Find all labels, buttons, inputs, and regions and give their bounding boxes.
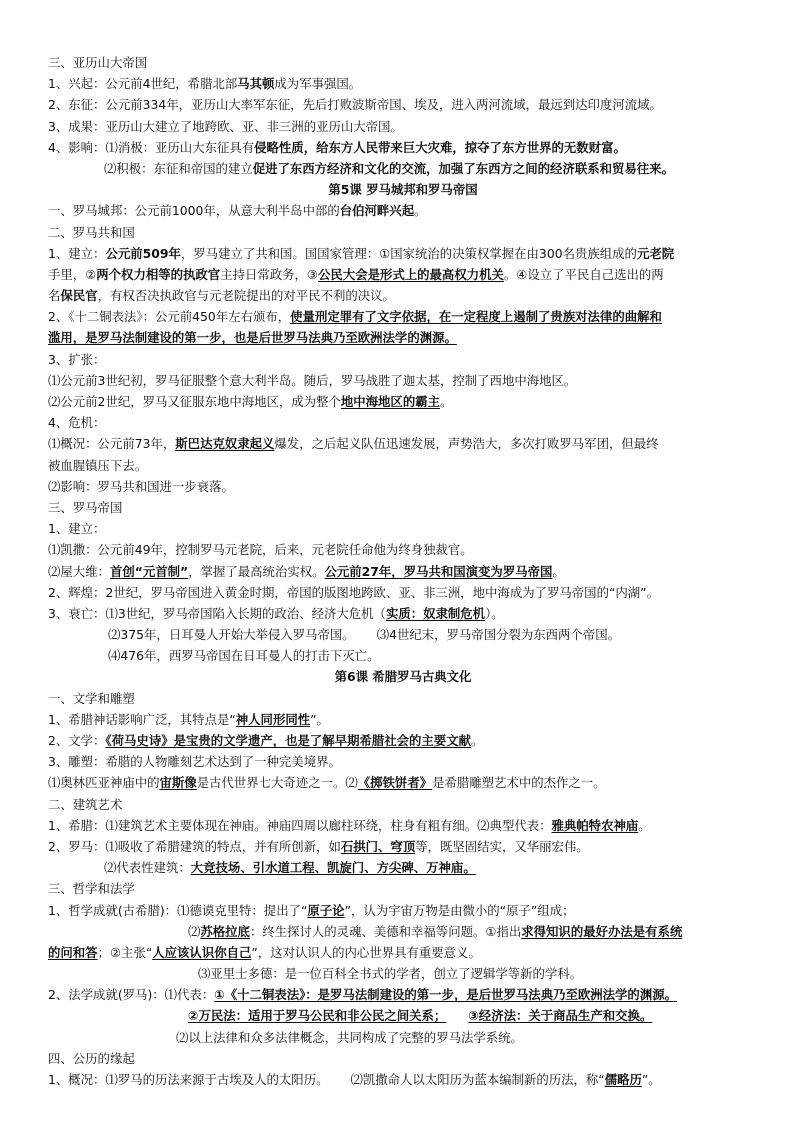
text-line <box>48 900 758 921</box>
text-line <box>48 772 758 793</box>
lesson-heading <box>48 179 758 200</box>
text-line <box>48 1069 758 1090</box>
lesson-heading <box>48 666 758 687</box>
text-segment: 1、希腊：⑴建筑艺术主要体现在神庙。神庙四周以廊柱环绕，柱身有粗有细。⑵典型代表： <box>48 817 552 833</box>
text-segment: ⑵屋大维： <box>48 563 110 579</box>
emphasis-text: 台伯河畔兴起 <box>339 203 415 219</box>
text-line <box>48 52 758 73</box>
text-segment: 1、兴起：公元前4世纪，希腊北部 <box>48 76 238 92</box>
emphasis-text: 使量刑定罪有了文字依据，在一定程度上遏制了贵族对法律的曲解和 <box>290 309 662 325</box>
text-line <box>48 878 758 899</box>
emphasis-text: 公民大会是形式上的最高权力机关 <box>318 266 504 282</box>
text-line <box>48 582 758 603</box>
text-line <box>48 264 758 285</box>
text-segment: ⑴奥林匹亚神庙中的 <box>48 775 160 791</box>
text-line <box>48 412 758 433</box>
emphasis-text: 实质：奴隶制危机 <box>385 605 486 621</box>
text-segment: 二、建筑艺术 <box>48 796 123 812</box>
text-segment: ，罗马建立了共和国。国国家管理：①国家统治的决策权掌握在由300名贵族组成的 <box>180 245 637 261</box>
text-line <box>48 137 758 158</box>
text-segment: ”，这对认识人的内心世界具有重要意义。 <box>251 944 481 960</box>
emphasis-text: 儒略历 <box>604 1072 642 1087</box>
text-segment: 3、成果：亚历山大建立了地跨欧、亚、非三洲的亚历山大帝国。 <box>48 118 403 134</box>
text-line <box>48 709 758 730</box>
text-segment: 4、影响：⑴消极：亚历山大东征具有 <box>48 139 255 155</box>
text-line <box>48 561 758 582</box>
text-segment: ⑶亚里士多德：是一位百科全书式的学者，创立了逻辑学等新的学科。 <box>198 966 583 982</box>
text-segment: 3、扩张： <box>48 351 106 367</box>
text-line <box>48 370 758 391</box>
emphasis-text: 元老院 <box>636 245 675 261</box>
text-segment: ：终生探讨人的灵魂、美德和幸福等问题。①指出 <box>249 923 522 939</box>
text-segment: ”。 <box>641 1072 661 1087</box>
text-line <box>48 285 758 306</box>
text-segment: 成为军事强国。 <box>274 76 362 92</box>
text-segment: 。 <box>638 817 651 833</box>
text-segment: 第5课 罗马城邦和罗马帝国 <box>328 182 478 198</box>
text-line <box>48 476 758 497</box>
text-segment: ”。 <box>310 711 329 727</box>
text-line <box>48 116 758 137</box>
text-line <box>48 963 758 984</box>
emphasis-text: 侵略性质，给东方人民带来巨大灾难，掠夺了东方世界的无数财富。 <box>254 139 626 155</box>
text-segment: 第6课 希腊罗马古典文化 <box>334 669 472 685</box>
text-segment: ⑵代表性建筑： <box>104 860 191 876</box>
text-segment: ⑵ <box>188 923 201 939</box>
emphasis-text: 公元前509年 <box>105 245 181 261</box>
emphasis-text: 求得知识的最好办法是有系统 <box>521 923 683 939</box>
text-line <box>48 942 758 963</box>
text-segment: 4、危机： <box>48 415 106 431</box>
emphasis-text: 石拱门、穹顶 <box>340 838 416 854</box>
text-segment: 。 <box>414 203 427 219</box>
text-segment: 是希腊雕塑艺术中的杰作之一。 <box>432 775 606 791</box>
emphasis-text: 苏格拉底 <box>200 923 250 939</box>
text-line <box>48 921 758 942</box>
text-segment: ⑵影响：罗马共和国进一步衰落。 <box>48 478 234 494</box>
text-line <box>48 730 758 751</box>
text-segment: 1、建立： <box>48 521 106 537</box>
text-line <box>48 349 758 370</box>
text-line <box>48 222 758 243</box>
emphasis-text: 宙斯像 <box>159 775 197 791</box>
emphasis-text: 原子论 <box>307 902 345 918</box>
text-line <box>48 1027 758 1048</box>
text-segment: ⑵公元前2世纪，罗马又征服东地中海地区，成为整个 <box>48 394 341 409</box>
text-segment: ）。 <box>485 605 504 621</box>
text-segment: 2、《十二铜表法》：公元前450年左右颁布， <box>48 309 291 325</box>
text-segment: 等，既坚固结实，又华丽宏伟。 <box>415 838 589 854</box>
text-line <box>48 539 758 560</box>
text-line <box>48 836 758 857</box>
text-line <box>48 391 758 412</box>
text-segment: 1、希腊神话影响广泛，其特点是“ <box>48 711 236 727</box>
text-line <box>48 455 758 476</box>
text-line <box>48 497 758 518</box>
text-segment: 被血腥镇压下去。 <box>48 457 148 473</box>
document-page <box>48 52 758 1090</box>
text-line <box>48 158 758 179</box>
text-segment: 三、亚历山大帝国 <box>48 55 148 70</box>
text-segment: ⑵积极：东征和帝国的建立 <box>104 160 253 176</box>
text-segment: 三、罗马帝国 <box>48 499 123 515</box>
text-segment: 2、法学成就(罗马)：⑴代表： <box>48 987 215 1003</box>
text-segment: 是古代世界七大奇迹之一。⑵ <box>196 775 358 791</box>
text-segment: ⑷476年，西罗马帝国在日耳曼人的打击下灭亡。 <box>108 648 380 664</box>
emphasis-text: 两个权力相等的执政官 <box>96 266 221 282</box>
text-segment: 1、建立： <box>48 245 106 261</box>
text-segment: 。 <box>440 394 453 409</box>
text-segment: 。 <box>470 733 484 748</box>
text-segment: ；②主张“ <box>97 944 153 960</box>
text-segment: 二、罗马共和国 <box>48 224 135 240</box>
text-segment: ⑵375年，日耳曼人开始大举侵入罗马帝国。 <box>108 627 355 643</box>
text-line <box>48 1005 758 1026</box>
emphasis-text: 人应该认识你自己 <box>152 944 252 960</box>
text-line <box>48 794 758 815</box>
text-segment: 一、罗马城邦：公元前1000年，从意大利半岛中部的 <box>48 203 340 219</box>
text-line <box>48 327 758 348</box>
text-line <box>48 857 758 878</box>
text-line <box>48 645 758 666</box>
text-segment: 1、概况：⑴罗马的历法来源于古埃及人的太阳历。 <box>48 1072 329 1087</box>
text-segment: 一、文学和雕塑 <box>48 690 135 706</box>
text-line <box>48 815 758 836</box>
text-segment: 1、哲学成就(古希腊)：⑴德谟克里特：提出了“ <box>48 902 308 918</box>
text-line <box>48 94 758 115</box>
emphasis-text: ③经济法：关于商品生产和交换。 <box>468 1008 653 1024</box>
text-segment: 2、罗马：⑴吸收了希腊建筑的特点，并有所创新，如 <box>48 838 341 854</box>
text-segment: 。④设立了平民自己选出的两 <box>503 266 664 282</box>
text-segment: 3、衰亡：⑴3世纪，罗马帝国陷入长期的政治、经济大危机（ <box>48 605 386 621</box>
text-segment: 。 <box>552 563 565 579</box>
text-line <box>48 518 758 539</box>
emphasis-text: 首创“元首制” <box>109 563 189 579</box>
emphasis-text: 《荷马史诗》是宝贵的文学遗产，也是了解早期希腊社会的主要文献 <box>105 733 471 748</box>
text-segment: ⑶4世纪末，罗马帝国分裂为东西两个帝国。 <box>376 627 620 643</box>
text-segment: ⑵以上法律和众多法律概念，共同构成了完整的罗马法学系统。 <box>176 1029 523 1045</box>
emphasis-text: 《掷铁饼者》 <box>357 775 433 791</box>
text-segment: 名 <box>48 288 61 304</box>
text-line <box>48 433 758 454</box>
text-line <box>48 603 758 624</box>
text-segment: 三、哲学和法学 <box>48 881 135 897</box>
emphasis-text: 神人同形同性 <box>235 711 311 727</box>
text-segment: 2、辉煌：2世纪，罗马帝国进入黄金时期，帝国的版图地跨欧、亚、非三洲，地中海成为了罗马帝国的“内湖”。 <box>48 584 659 600</box>
text-line <box>48 984 758 1005</box>
text-line <box>48 751 758 772</box>
text-line <box>48 1048 758 1069</box>
emphasis-text: 斯巴达克奴隶起义 <box>175 436 275 452</box>
text-segment: ”，认为宇宙万物是由微小的“原子”组成； <box>344 902 575 918</box>
text-segment: 手里，② <box>48 266 97 282</box>
text-segment: ⑴凯撒：公元前49年，控制罗马元老院，后来，元老院任命他为终身独裁官。 <box>48 542 473 558</box>
text-segment: ，掌握了最高统治实权。 <box>188 563 325 579</box>
emphasis-text: 公元前27年，罗马共和国演变为罗马帝国 <box>324 563 553 579</box>
emphasis-text: 的问和答 <box>48 944 98 960</box>
emphasis-text: 滥用，是罗马法制建设的第一步，也是后世罗马法典乃至欧洲法学的渊源。 <box>48 330 457 346</box>
text-line <box>48 306 758 327</box>
text-line <box>48 243 758 264</box>
text-segment: ⑴公元前3世纪初，罗马征服整个意大利半岛。随后，罗马战胜了迦太基，控制了西地中海地区。 <box>48 372 577 388</box>
emphasis-text: 马其顿 <box>237 76 275 92</box>
text-segment: ⑴概况：公元前73年， <box>48 436 176 452</box>
emphasis-text: 大竞技场、引水道工程、凯旋门、方尖碑、万神庙。 <box>190 860 476 876</box>
text-segment: 2、文学： <box>48 733 106 748</box>
text-segment: 四、公历的缘起 <box>48 1050 135 1066</box>
emphasis-text: ②万民法：适用于罗马公民和非公民之间关系； <box>188 1008 447 1024</box>
emphasis-text: ①《十二铜表法》：是罗马法制建设的第一步，是后世罗马法典乃至欧洲法学的渊源。 <box>214 987 677 1003</box>
text-segment: ，有权否决执政官与元老院提出的对平民不利的决议。 <box>97 288 395 304</box>
emphasis-text: 雅典帕特农神庙 <box>551 817 639 833</box>
emphasis-text: 地中海地区的霸主 <box>340 394 440 409</box>
text-line <box>48 688 758 709</box>
text-line <box>48 200 758 221</box>
text-segment: 3、雕塑：希腊的人物雕刻艺术达到了一种完美境界。 <box>48 754 341 770</box>
text-segment: 主持日常政务，③ <box>220 266 319 282</box>
emphasis-text: 促进了东西方经济和文化的交流，加强了东西方之间的经济联系和贸易往来。 <box>252 160 674 176</box>
text-line <box>48 624 758 645</box>
text-segment: 爆发，之后起义队伍迅速发展，声势浩大，多次打败罗马军团，但最终 <box>274 436 659 452</box>
text-segment: 2、东征：公元前334年，亚历山大率军东征，先后打败波斯帝国、埃及，进入两河流域，最远到达印度河流域。 <box>48 97 662 113</box>
text-segment: ⑵凯撒命人以太阳历为蓝本编制新的历法，称“ <box>350 1072 605 1087</box>
emphasis-text: 保民官 <box>60 288 98 304</box>
text-line <box>48 73 758 94</box>
